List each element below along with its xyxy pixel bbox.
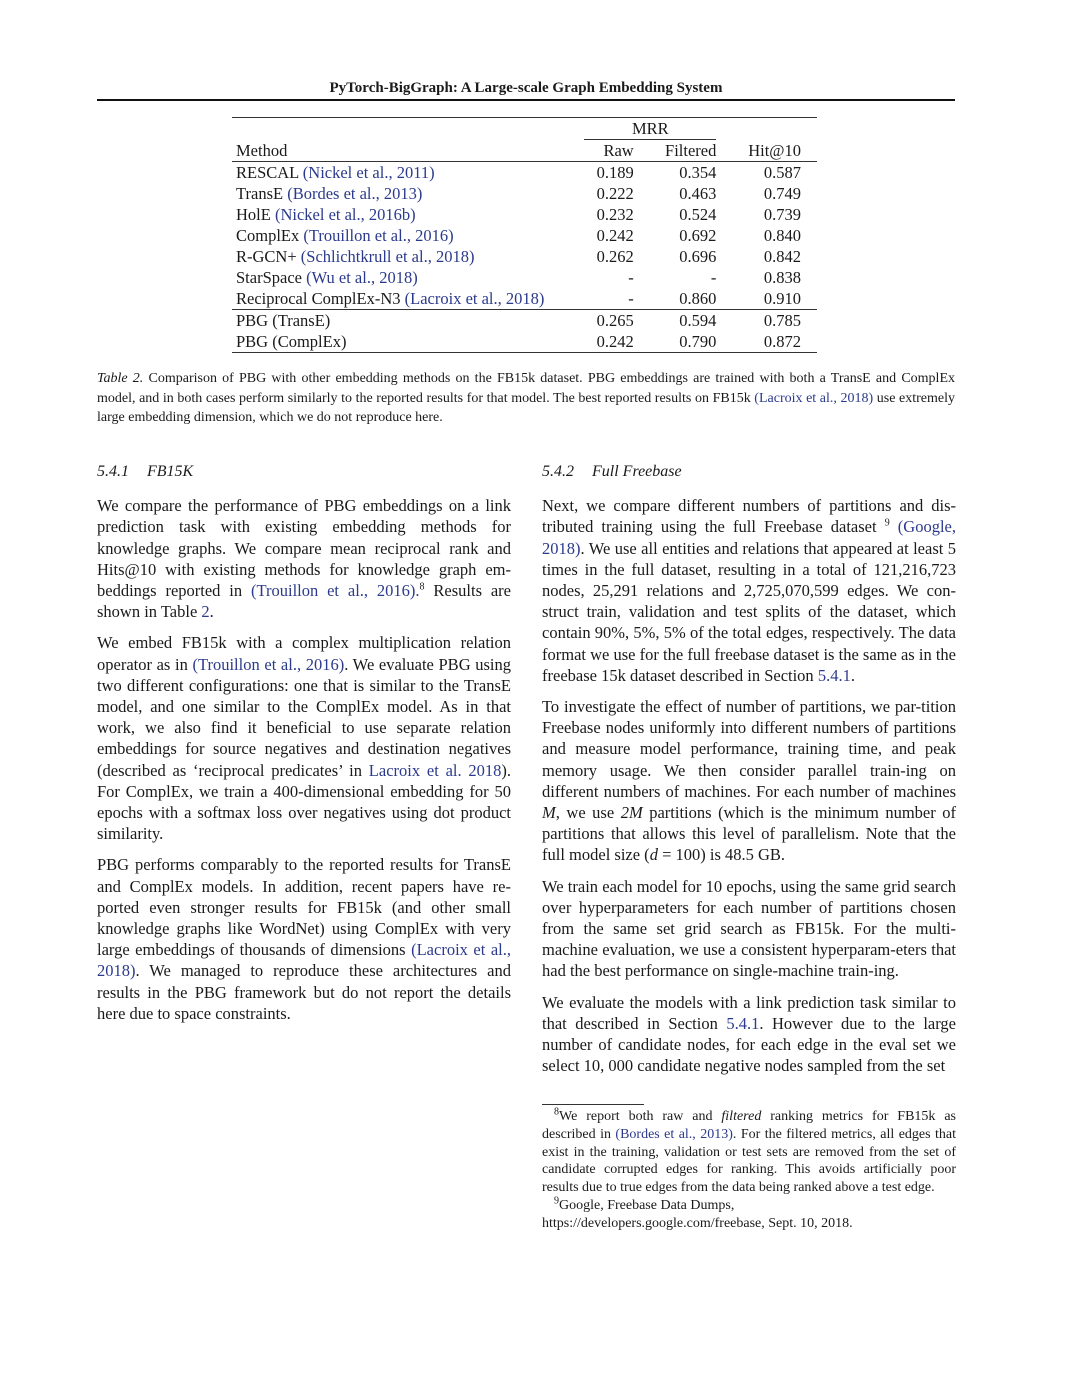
section-heading-fb15k: 5.4.1 FB15K [97,463,194,480]
citation-link[interactable]: (Bordes et al., 2013) [615,1126,733,1142]
hit10-cell: 0.842 [763,247,801,266]
table-row [232,310,817,332]
table-row [232,288,817,310]
caption-label: Table 2. [97,371,144,386]
method-cell: PBG (ComplEx) [232,331,584,353]
method-cell: Reciprocal ComplEx-N3 (Lacroix et al., 2018) [236,289,545,308]
method-cell: RESCAL (Nickel et al., 2011) [236,163,435,182]
filtered-cell: 0.692 [679,226,717,245]
raw-cell: 0.189 [596,163,634,182]
method-cell: TransE (Bordes et al., 2013) [236,184,423,203]
citation-link[interactable]: (Wu et al., 2018) [306,268,418,287]
filtered-cell: 0.696 [679,247,717,266]
footnote-8: $^8$We report both raw and filtered ranking metrics for FB15k as described in (Bordes et al., 2013). For the filtered metrics, all edges that exist in the training, validation or test sets are removed from the set of candidate corrupted edges for ranking. This avoids artificially poor results due to true edges from the data being ranked above a test edge. [542,1106,956,1196]
citation-link[interactable]: (Lacroix et al., 2018) [404,289,545,308]
paragraph: Next, we compare different numbers of partitions and dis-tributed training using the full Freebase dataset $^9$ (Google, 2018). We use all entities and relations that appeared at least 5 times in the full dataset, resulting in a total of 121,216,723 nodes, 25,291 relations and 2,725,070,599 edges. We con-struct train, validation and test splits of the dataset, which contain 90%, 5%, 5% of the total edges, respectively. The data format we use for the full freebase dataset is the same as in the freebase 15k dataset described in Section 5.4.1. [542,496,956,685]
paragraph: We embed FB15k with a complex multiplication relation operator as in (Trouillon et al., 2016). We evaluate PBG using two different configurations: one that is similar to the TransE model, and one similar to the ComplEx model. As in that work, we also find it beneficial to use separate relation embeddings for source negatives and destination negatives (described as ‘reciprocal predicates’ in Lacroix et al. 2018). For ComplEx, we train a 400-dimensional embedding for 50 epochs with a softmax loss over negatives using dot product similarity. [97,633,512,844]
citation-link[interactable]: (Trouillon et al., 2016) [303,226,454,245]
table-row [232,162,817,184]
citation-link[interactable]: (Schlichtkrull et al., 2018) [300,247,475,266]
col-header-hit10: Hit@10 [716,140,817,162]
citation-link[interactable]: (Lacroix et al., 2018) [97,940,511,981]
footnote-9: $^9$Google, Freebase Data Dumps, [554,1195,735,1213]
footnote-ref[interactable]: 8 [419,581,425,593]
paragraph: PBG performs comparably to the reported results for TransE and ComplEx models. In addition, recent papers have re-ported even stronger results for FB15k (and other small knowledge graphs like WordNet) using ComplEx with very large embeddings of thousands of dimensions (Lacroix et al., 2018). We managed to reproduce these architectures and results in the PBG framework but do not report the details here due to space constraints. [97,855,511,1023]
method-cell: R-GCN+ (Schlichtkrull et al., 2018) [236,247,475,266]
running-head: PyTorch-BigGraph: A Large-scale Graph Embedding System [329,80,723,96]
section-heading-full-freebase: 5.4.2 Full Freebase [542,463,682,480]
method-cell: PBG (TransE) [232,310,584,332]
footnote-rule [542,1104,644,1105]
raw-cell: 0.242 [596,226,634,245]
table-caption: Table 2. Comparison of PBG with other embedding methods on the FB15k dataset. PBG embeddings are trained with both a TransE and ComplEx model, and in both cases perform similarly to the reported results for that model. The best reported results on FB15k (Lacroix et al., 2018) use extremely large embedding dimension, which we do not reproduce here. [97,371,956,425]
right-column [542,461,956,1086]
hit10-cell: 0.749 [763,184,801,203]
citation-link[interactable]: (Google, 2018) [542,517,956,558]
left-column [97,461,511,1034]
citation-link[interactable]: (Bordes et al., 2013) [287,184,423,203]
table-row [232,267,817,288]
citation-link[interactable]: (Nickel et al., 2016b) [274,205,416,224]
filtered-cell: 0.354 [679,163,717,182]
hit10-cell: 0.587 [763,163,801,182]
raw-cell: - [628,289,634,308]
raw-cell: 0.232 [596,205,634,224]
footnotes [542,1108,956,1233]
paragraph: We evaluate the models with a link prediction task similar to that described in Section 5.4.1. However due to the large number of candidate nodes, for each edge in the eval set we select 10, 000 candidate negative nodes sampled from the set [542,992,956,1076]
col-header-method: Method [232,140,584,162]
raw-cell: 0.262 [596,247,634,266]
paragraph: We compare the performance of PBG embeddings on a link prediction task with existing embedding methods for knowledge graphs. We compare mean reciprocal rank and Hits@10 with existing methods for knowledge graph em-beddings reported in (Trouillon et al., 2016).$^8$ Results are shown in Table 2. [97,496,511,622]
filtered-cell: 0.594 [634,310,717,332]
mrr-group-header: MRR [584,118,716,140]
col-header-raw: Raw [584,140,633,162]
method-cell: ComplEx (Trouillon et al., 2016) [236,226,454,245]
table-row [232,246,817,267]
table-row [232,225,817,246]
table-group-header-row [232,118,817,140]
filtered-cell: 0.463 [679,184,717,203]
method-cell: HolE (Nickel et al., 2016b) [236,205,416,224]
table-row [232,183,817,204]
section-ref-link[interactable]: 5.4.1 [817,665,851,685]
hit10-cell: 0.838 [763,268,801,287]
raw-cell: 0.242 [584,331,633,353]
citation-link[interactable]: (Trouillon et al., 2016) [192,654,345,674]
citation-link[interactable]: (Trouillon et al., 2016). [251,581,420,601]
citation-link[interactable]: (Nickel et al., 2011) [302,163,435,182]
table-header-row [232,140,817,162]
hit10-cell: 0.785 [716,310,817,332]
hit10-cell: 0.910 [763,289,801,308]
table-ref-link[interactable]: 2 [201,602,210,622]
hit10-cell: 0.739 [763,205,801,224]
hit10-cell: 0.872 [716,331,817,353]
method-cell: StarSpace (Wu et al., 2018) [236,268,418,287]
citation-link[interactable]: (Lacroix et al., 2018) [754,390,874,406]
citation-link[interactable]: Lacroix et al. 2018 [368,760,502,780]
filtered-cell: 0.790 [634,331,717,353]
filtered-cell: 0.860 [679,289,717,308]
table-row [232,204,817,225]
hit10-cell: 0.840 [763,226,801,245]
footnote-9-url: https://developers.google.com/freebase, Sept. 10, 2018. [542,1215,853,1231]
paragraph: We train each model for 10 epochs, using the same grid search over hyperparameters for each number of partitions chosen from the same set grid search as FB15k. For the multi-machine evaluation, we use a consistent hyperparam-eters that had the best performance on single-machine train-ing. [542,876,956,981]
section-ref-link[interactable]: 5.4.1 [726,1013,760,1033]
paragraph: To investigate the effect of number of partitions, we par-tition Freebase nodes uniformly into different numbers of partitions and measure model performance, training time, and peak memory usage. We then consider parallel train-ing on different numbers of machines. For each number of machines M, we use 2M partitions (which is the minimum number of partitions that allows this level of parallelism. Note that the full model size (d = 100) is 48.5 GB. [542,697,956,865]
table-row [232,331,817,353]
footnote-ref[interactable]: 9 [884,517,890,529]
raw-cell: 0.265 [584,310,633,332]
raw-cell: - [628,268,634,287]
table-body [232,162,817,353]
raw-cell: 0.222 [596,184,634,203]
results-table [232,117,817,353]
filtered-cell: - [710,268,717,287]
filtered-cell: 0.524 [679,205,717,224]
col-header-filtered: Filtered [634,140,717,162]
header-rule [97,99,955,101]
